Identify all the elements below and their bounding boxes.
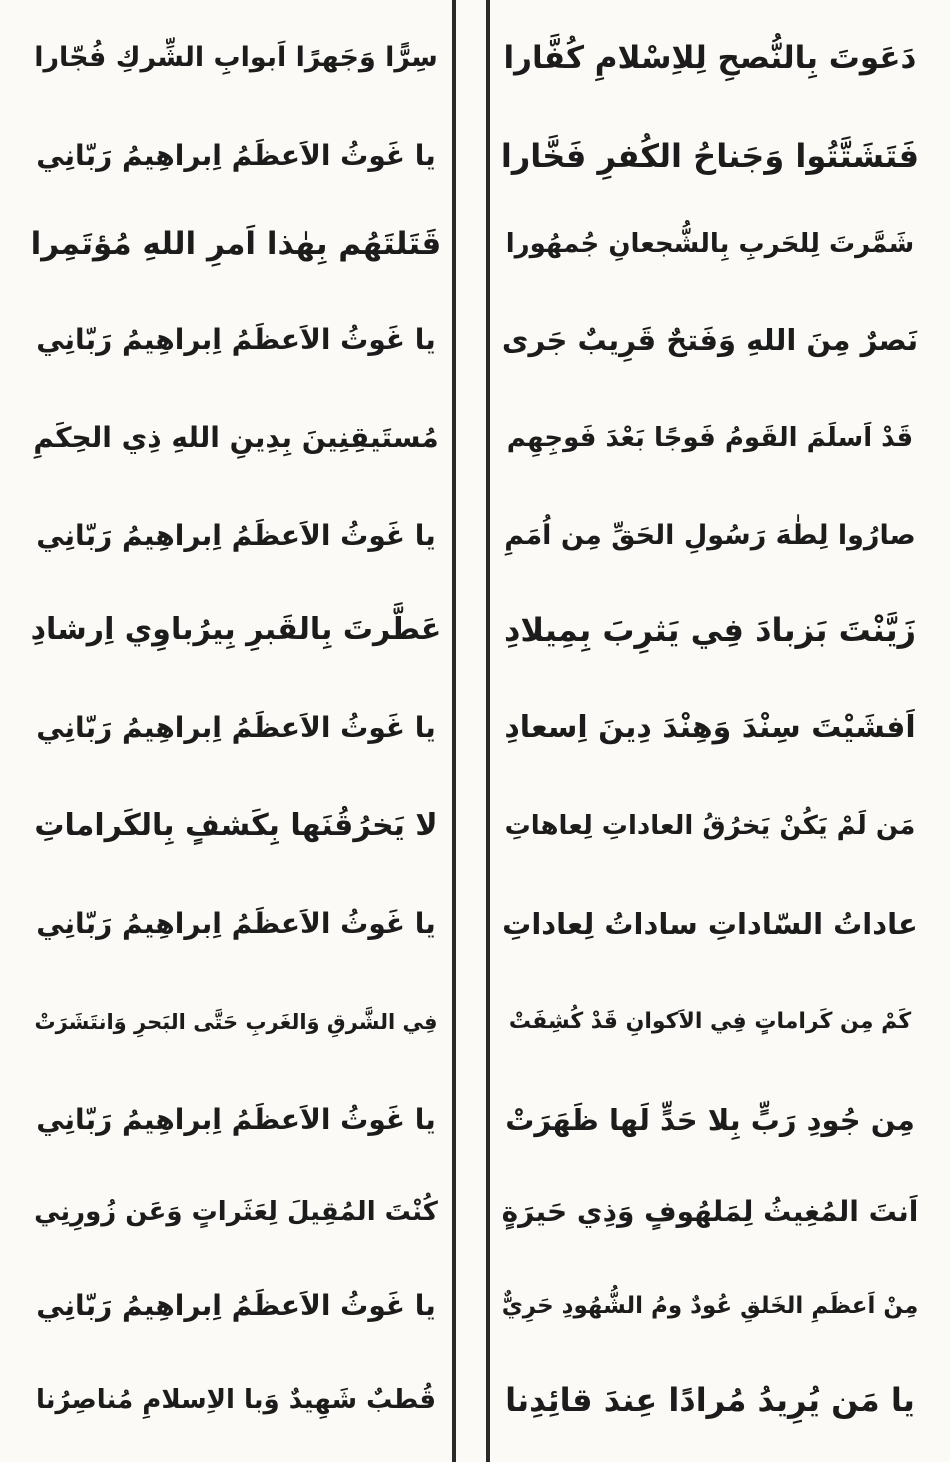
- verse-line: لا يَخرُقُنَها بِكَشفٍ بِالكَراماتِ: [34, 808, 438, 843]
- refrain-line: يا غَوثُ الاَعظَمُ اِبراهِيمُ رَبّانِي: [36, 323, 436, 356]
- verse-line: شَمَّرتَ لِلحَربِ بِالشُّجعانِ جُمهُورا: [505, 229, 915, 259]
- verse-line: كُنْتَ المُقِيلَ لِعَثَراتٍ وَعَن زُورِنِي: [34, 1197, 438, 1227]
- verse-line: صارُوا لِطٰهَ رَسُولِ الحَقِّ مِن اُمَمِ: [504, 520, 916, 551]
- verse-line: قُطبٌ شَهِيدٌ وَبا الاِسلامِ مُناصِرُنا: [35, 1385, 437, 1415]
- verse-line: مِنْ اَعظَمِ الخَلقِ عُودٌ ومُ الشُّهُودِ حَرِيٌّ: [501, 1293, 919, 1319]
- right-verse-column: [500, 0, 920, 1462]
- verse-line: يا مَن يُرِيدُ مُرادًا عِندَ قائِدِنا: [505, 1381, 915, 1419]
- refrain-line: يا غَوثُ الاَعظَمُ اِبراهِيمُ رَبّانِي: [36, 907, 436, 940]
- verse-line: سِرًّا وَجَهرًا اَبوابِ الشِّركِ فُجّارا: [34, 42, 438, 73]
- verse-line: فِي الشَّرقِ وَالغَربِ حَتَّى البَحرِ وَانتَشَرَتْ: [34, 1010, 438, 1034]
- verse-line: مُستَيقِنِينَ بِدِينِ اللهِ ذِي الحِكَمِ: [33, 421, 439, 454]
- refrain-line: يا غَوثُ الاَعظَمُ اِبراهِيمُ رَبّانِي: [36, 711, 436, 744]
- verse-line: مِن جُودِ رَبٍّ بِلا حَدٍّ لَها ظَهَرَتْ: [505, 1103, 915, 1137]
- verse-line: نَصرٌ مِنَ اللهِ وَفَتحٌ قَرِيبٌ جَرى: [501, 323, 919, 357]
- verse-line: قَدْ اَسلَمَ القَومُ فَوجًا بَعْدَ فَوجِهِم: [506, 423, 914, 453]
- verse-line: دَعَوتَ بِالنُّصحِ لِلاِسْلامِ كُفَّارا: [503, 40, 917, 76]
- verse-line: اَفشَيْتَ سِنْدَ وَهِنْدَ دِينَ اِسعادِ: [504, 710, 916, 745]
- refrain-line: يا غَوثُ الاَعظَمُ اِبراهِيمُ رَبّانِي: [36, 139, 436, 172]
- refrain-line: يا غَوثُ الاَعظَمُ اِبراهِيمُ رَبّانِي: [36, 519, 436, 552]
- refrain-line: يا غَوثُ الاَعظَمُ اِبراهِيمُ رَبّانِي: [36, 1103, 436, 1136]
- column-divider-right: [486, 0, 490, 1462]
- verse-line: زَيَّنْتَ بَزبادَ فِي يَثرِبَ بِمِيلادِ: [503, 611, 917, 649]
- verse-line: اَنتَ المُغِيثُ لِمَلهُوفٍ وَذِي حَيرَةٍ: [501, 1195, 919, 1228]
- verse-line: مَن لَمْ يَكُنْ يَخرُقُ العاداتِ لِعاهاتِ: [504, 811, 916, 841]
- verse-line: قَتَلتَهُم بِهٰذا اَمرِ اللهِ مُؤتَمِرا: [30, 226, 442, 262]
- verse-line: عاداتُ السّاداتِ ساداتُ لِعاداتِ: [502, 907, 918, 941]
- column-divider-left: [452, 0, 456, 1462]
- left-verse-column: [30, 0, 442, 1462]
- verse-line: فَتَشَتَّتُوا وَجَناحُ الكُفرِ فَخَّارا: [500, 137, 920, 175]
- verse-line: عَطَّرتَ بِالقَبرِ بِيرُباوِي اِرشادِ: [30, 612, 442, 647]
- verse-line: كَمْ مِن كَراماتٍ فِي الاَكوانِ قَدْ كُشِفَتْ: [508, 1009, 912, 1034]
- refrain-line: يا غَوثُ الاَعظَمُ اِبراهِيمُ رَبّانِي: [36, 1289, 436, 1322]
